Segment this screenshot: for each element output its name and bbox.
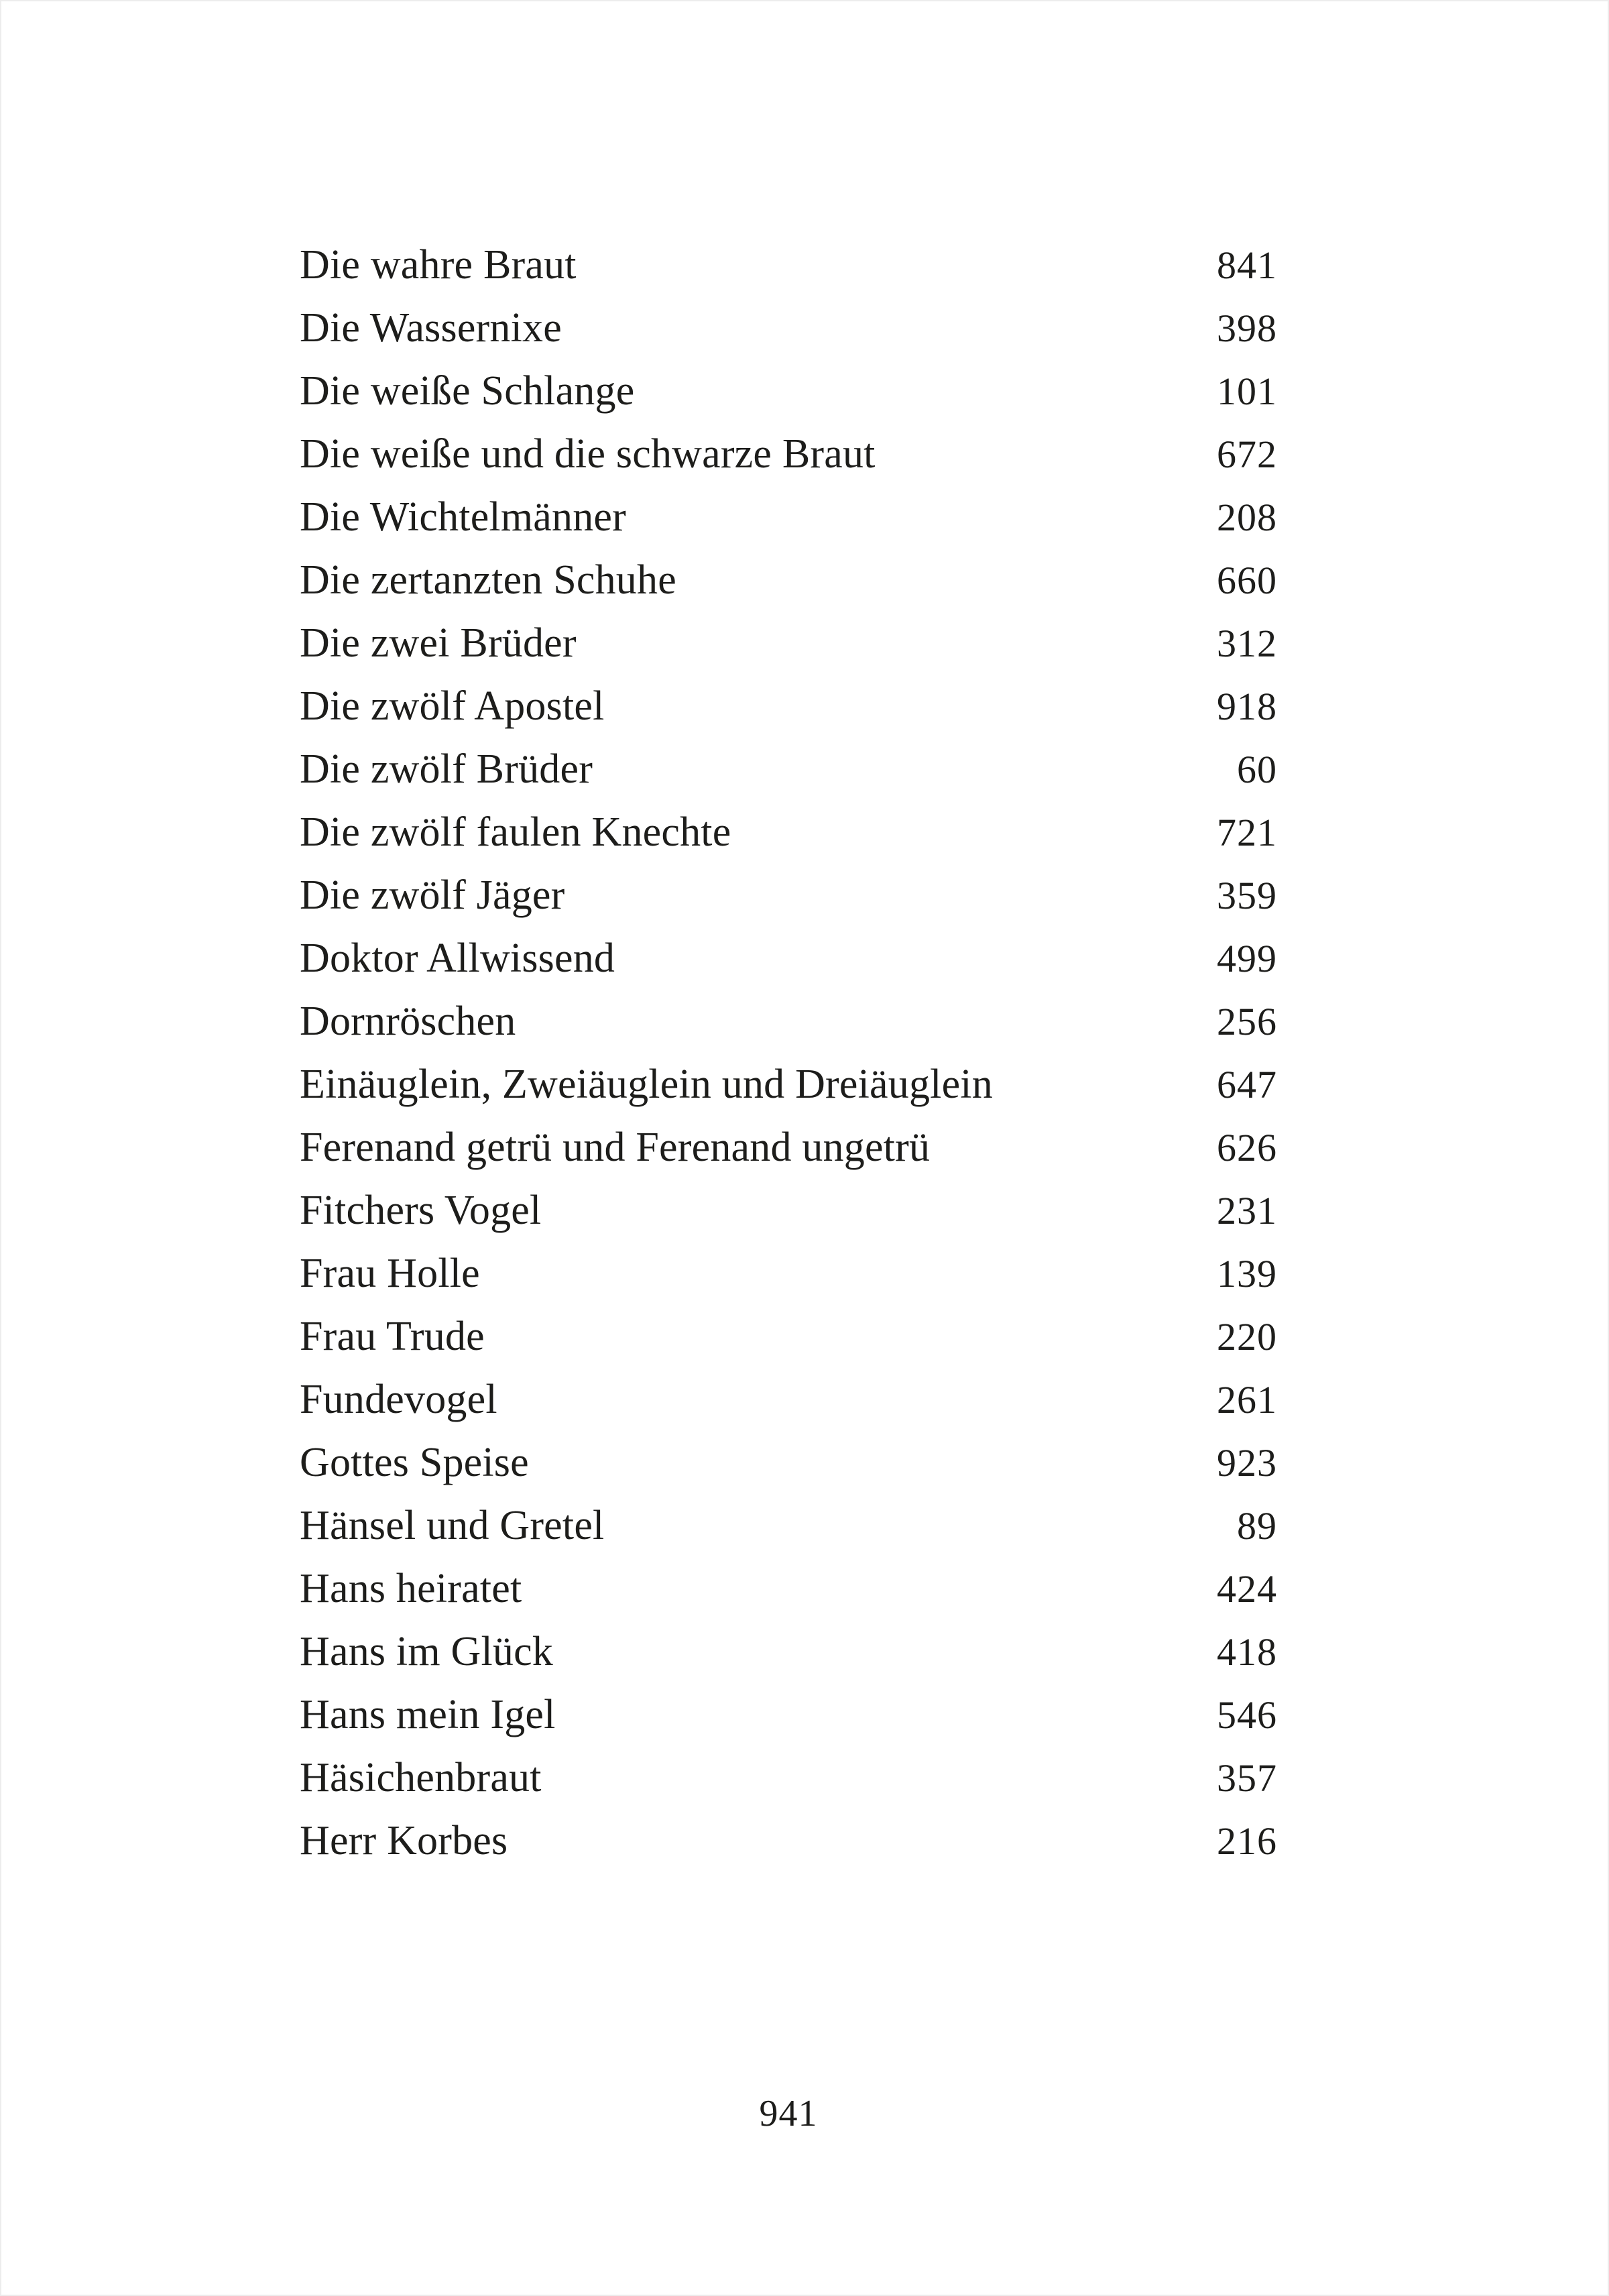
toc-entry-title: Doktor Allwissend [300, 935, 615, 981]
toc-entry-page: 424 [1217, 1567, 1277, 1611]
toc-entry-title: Die zwölf faulen Knechte [300, 809, 731, 855]
toc-entry-page: 101 [1217, 369, 1277, 413]
toc-row [300, 1683, 1277, 1746]
toc-entry-page: 220 [1217, 1315, 1277, 1359]
toc-row [300, 1494, 1277, 1557]
toc-entry-page: 398 [1217, 306, 1277, 350]
toc-entry-title: Hans heiratet [300, 1566, 522, 1611]
toc-entry-title: Die weiße und die schwarze Braut [300, 431, 876, 477]
toc-row [300, 1431, 1277, 1494]
toc-entry-page: 256 [1217, 1000, 1277, 1043]
toc-entry-page: 89 [1237, 1504, 1277, 1548]
toc-row [300, 1368, 1277, 1431]
toc-entry-page: 647 [1217, 1063, 1277, 1106]
toc-row [300, 1620, 1277, 1683]
toc-entry-page: 660 [1217, 559, 1277, 602]
toc-row [300, 1179, 1277, 1242]
toc-entry-page: 918 [1217, 685, 1277, 728]
toc-entry-title: Die weiße Schlange [300, 368, 635, 414]
toc-entry-title: Dornröschen [300, 998, 516, 1044]
toc-entry-page: 721 [1217, 811, 1277, 854]
toc-entry-page: 359 [1217, 874, 1277, 917]
toc-row [300, 1557, 1277, 1620]
toc-row [300, 422, 1277, 485]
toc-entry-page: 626 [1217, 1126, 1277, 1169]
toc-row [300, 1116, 1277, 1179]
toc-row [300, 549, 1277, 612]
toc-entry-page: 499 [1217, 937, 1277, 980]
toc-entry-title: Einäuglein, Zweiäuglein und Dreiäuglein [300, 1061, 993, 1107]
toc-entry-page: 139 [1217, 1252, 1277, 1296]
toc-entry-page: 672 [1217, 433, 1277, 476]
toc-row [300, 296, 1277, 359]
toc-entry-page: 357 [1217, 1756, 1277, 1800]
toc-row [300, 1053, 1277, 1116]
toc-entry-page: 60 [1237, 748, 1277, 791]
toc-row [300, 1809, 1277, 1872]
toc-row [300, 864, 1277, 927]
toc-row [300, 801, 1277, 864]
toc-row [300, 990, 1277, 1053]
toc-entry-title: Fitchers Vogel [300, 1188, 542, 1233]
toc-row [300, 675, 1277, 738]
toc-entry-page: 841 [1217, 243, 1277, 287]
toc-row [300, 1746, 1277, 1809]
toc-entry-title: Gottes Speise [300, 1440, 529, 1485]
toc-entry-title: Hans mein Igel [300, 1692, 556, 1737]
toc-entry-title: Ferenand getrü und Ferenand ungetrü [300, 1125, 931, 1170]
toc-row [300, 612, 1277, 675]
toc-entry-page: 312 [1217, 622, 1277, 665]
toc-entry-title: Frau Holle [300, 1251, 480, 1296]
toc-entry-page: 208 [1217, 496, 1277, 539]
toc-row [300, 485, 1277, 549]
toc-entry-title: Die zertanzten Schuhe [300, 557, 676, 603]
toc-entry-title: Frau Trude [300, 1314, 485, 1359]
toc-row [300, 927, 1277, 990]
toc-entry-title: Die wahre Braut [300, 242, 577, 288]
toc-entry-title: Die Wichtelmänner [300, 494, 626, 540]
toc-list [300, 233, 1277, 1872]
toc-entry-page: 418 [1217, 1630, 1277, 1674]
toc-row [300, 1242, 1277, 1305]
toc-row [300, 738, 1277, 801]
toc-entry-title: Die zwölf Brüder [300, 746, 593, 792]
toc-entry-title: Die zwölf Apostel [300, 683, 605, 729]
toc-entry-title: Häsichenbraut [300, 1755, 542, 1800]
toc-entry-page: 231 [1217, 1189, 1277, 1232]
toc-row [300, 1305, 1277, 1368]
toc-entry-page: 546 [1217, 1693, 1277, 1737]
toc-entry-page: 216 [1217, 1819, 1277, 1863]
toc-row [300, 233, 1277, 296]
toc-entry-title: Hänsel und Gretel [300, 1503, 605, 1548]
toc-entry-title: Hans im Glück [300, 1629, 553, 1674]
toc-entry-title: Die Wassernixe [300, 305, 562, 351]
toc-entry-title: Fundevogel [300, 1377, 497, 1422]
toc-entry-page: 923 [1217, 1441, 1277, 1485]
toc-entry-title: Die zwei Brüder [300, 620, 577, 666]
toc-entry-page: 261 [1217, 1378, 1277, 1422]
toc-entry-title: Herr Korbes [300, 1818, 508, 1863]
toc-row [300, 359, 1277, 422]
footer-page-number: 941 [759, 2093, 818, 2134]
toc-entry-title: Die zwölf Jäger [300, 872, 565, 918]
